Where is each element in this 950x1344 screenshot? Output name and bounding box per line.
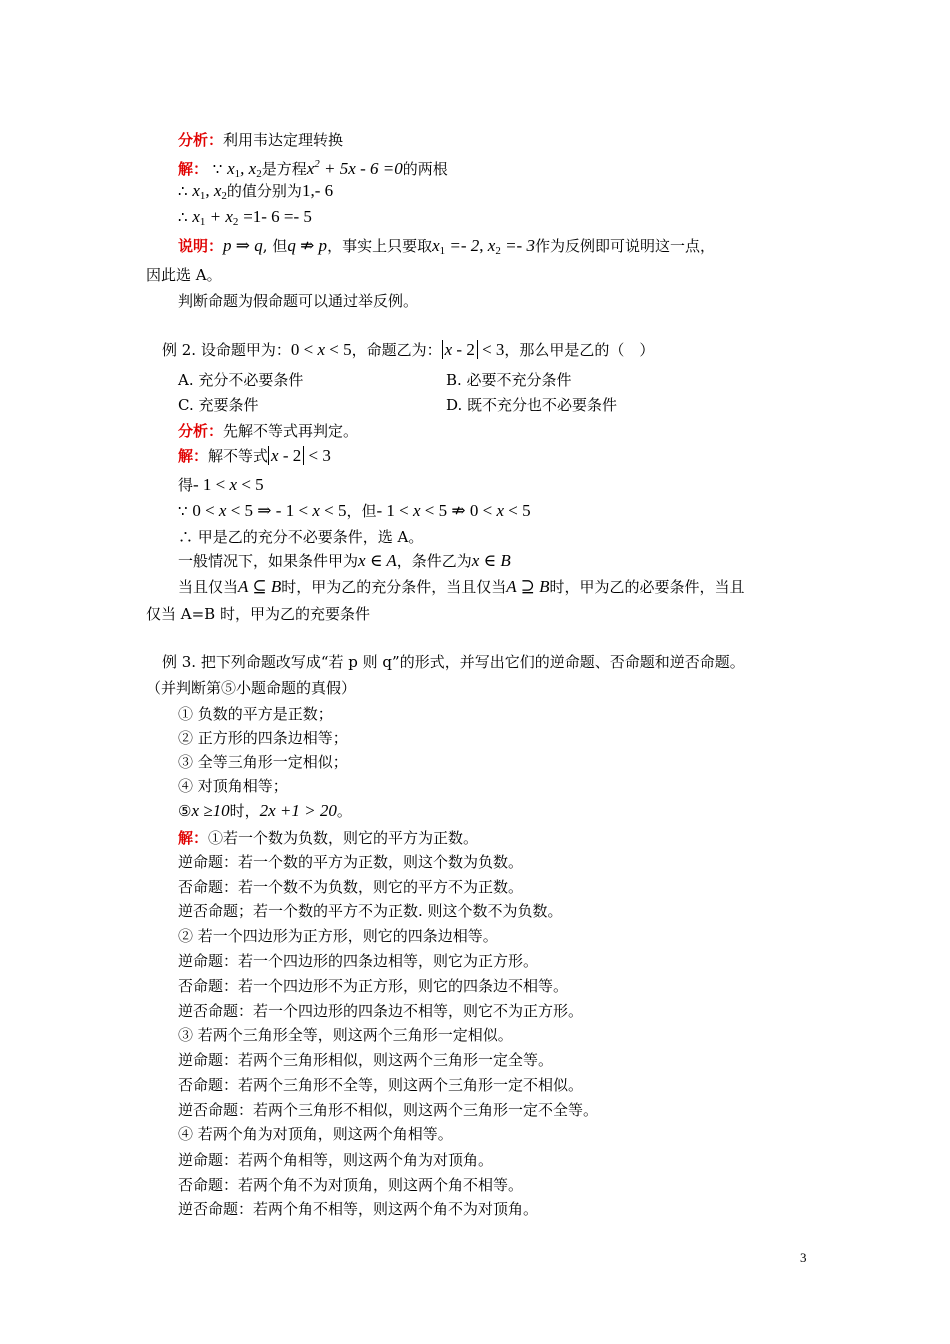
math-p-implies-q: p ⇒ q	[223, 236, 263, 255]
math-sum-result: =1- 6 =- 5	[243, 207, 312, 226]
ex2-solution-label: 解：	[178, 447, 209, 465]
choice-c: C. 充要条件	[178, 396, 259, 414]
ex3-item-2: ② 正方形的四条边相等；	[178, 729, 348, 747]
math-proposition-a: 0 < x < 5	[290, 340, 352, 359]
ex3-line: 否命题：若两个角不为对顶角，则这两个角不相等。	[178, 1176, 524, 1194]
ex2-iff-text-1: 当且仅当	[178, 578, 239, 596]
math-counterexample: $x_1 =- 2$	[432, 236, 480, 257]
ex3-line: 逆命题：若一个四边形的四条边相等，则它为正方形。	[178, 952, 539, 970]
ex2-result-line	[178, 475, 264, 495]
remark-text-2: ，事实上只要取	[327, 237, 433, 255]
analysis-line-1	[178, 130, 343, 150]
ex3-line: ② 若一个四边形为正方形，则它的四条边相等。	[178, 927, 498, 945]
ex2-analysis-label: 分析：	[178, 422, 224, 440]
choice-a: A. 充分不必要条件	[178, 371, 304, 389]
solution-line-3	[178, 207, 312, 232]
ex3-line: 否命题：若一个数不为负数，则它的平方不为正数。	[178, 878, 524, 896]
math-a-subset-b: A ⊆ B	[238, 577, 282, 596]
ex2-but: ，但	[346, 502, 377, 520]
ex3-line: ③ 若两个三角形全等，则这两个三角形一定相似。	[178, 1026, 513, 1044]
math-proposition-b: x - 2 < 3	[442, 340, 505, 359]
math-x-in-b: x ∈ B	[471, 551, 511, 570]
example-2-title	[162, 340, 654, 360]
ex3-line: 逆命题：若两个三角形相似，则这两个三角形一定全等。	[178, 1051, 554, 1069]
remark-text-3: 作为反例即可说明这一点，	[534, 237, 715, 255]
remark-label: 说明：	[178, 237, 224, 255]
ex2-analysis-text: 先解不等式再判定。	[223, 422, 359, 440]
math-x-in-a: x ∈ A	[358, 551, 397, 570]
ex2-iff-text-2: 时，甲为乙的充分条件，当且仅当	[281, 578, 507, 596]
math-result-range: - 1 < x < 5	[193, 475, 264, 494]
math-x-geq-10: x ≥10	[191, 801, 230, 820]
ex3-line: 否命题：若一个四边形不为正方形，则它的四条边不相等。	[178, 977, 569, 995]
solution-text-3: 的值分别为	[226, 182, 302, 200]
page-number: 3	[800, 1250, 807, 1265]
math-sum: $x_1 + x_2$	[192, 207, 239, 228]
example-3-subtitle: （并判断第⑤小题命题的真假）	[146, 679, 357, 697]
math-2x-plus-1: 2x +1 > 20	[259, 801, 337, 820]
solution-text-1: 是方程	[261, 160, 307, 178]
ex3-line: 逆命题：若两个角相等，则这两个角为对顶角。	[178, 1151, 494, 1169]
ex2-get: 得	[178, 476, 194, 494]
counterexample-note: 判断命题为假命题可以通过举反例。	[178, 292, 419, 310]
choice-d: D. 既不充分也不必要条件	[446, 396, 618, 414]
ex2-general-line	[178, 551, 511, 571]
since-symbol: ∵	[178, 502, 188, 520]
math-values: 1,- 6	[301, 181, 334, 200]
analysis-text: 利用韦达定理转换	[223, 131, 344, 149]
ex2-analysis-line	[178, 421, 358, 441]
ex3-line: 逆否命题：若一个四边形的四条边不相等，则它不为正方形。	[178, 1002, 584, 1020]
ex2-iff-text-3: 时，甲为乙的必要条件，当且	[549, 578, 745, 596]
math-equation: $x^2 + 5x - 6 =0$	[306, 158, 403, 178]
remark-text-1: , 但	[262, 237, 288, 255]
ex3-item-5-text-2: 。	[336, 802, 352, 820]
math-a-superset-b: A ⊇ B	[506, 577, 550, 596]
math-x1-x2: $x_1$, $x_2$	[192, 181, 227, 202]
example-2-text-3: ，那么甲是乙的（ ）	[504, 341, 655, 359]
example-2-text-1: 例 2. 设命题甲为：	[162, 341, 291, 359]
remark-line: 说明：p ⇒ q, 但q ⇏ p，事实上只要取$x_1 =- 2$, $x_2 =- 3$作为反例即可说明这一点，	[178, 236, 715, 257]
ex3-item-5-num: ⑤	[178, 802, 192, 820]
solution-line-1	[178, 154, 448, 184]
ex3-solution-line	[178, 828, 478, 848]
solution-line-2	[178, 181, 333, 206]
since-symbol: ∵	[212, 160, 223, 178]
ex2-solution-text: 解不等式	[208, 447, 269, 465]
math-implication: 0 < x < 5 ⇒ - 1 < x < 5	[192, 501, 347, 520]
solution-text-2: 的两根	[402, 160, 448, 178]
therefore-symbol: ∴	[178, 182, 188, 200]
example-2-text-2: ，命题乙为：	[351, 341, 442, 359]
ex2-iff-line	[178, 577, 744, 597]
analysis-label: 分析：	[178, 131, 224, 149]
ex3-item-5-text-1: 时，	[229, 802, 260, 820]
ex2-general-text-1: 一般情况下，如果条件甲为	[178, 552, 359, 570]
math-inequality: x - 2 < 3	[268, 446, 331, 465]
ex2-since-line	[178, 501, 531, 521]
remark-conclusion: 因此选 A。	[146, 266, 222, 284]
ex2-conclusion: ∴ 甲是乙的充分不必要条件，选 A。	[178, 528, 424, 546]
ex3-item-1: ① 负数的平方是正数；	[178, 705, 333, 723]
math-q-not-implies-p: q ⇏ p	[287, 236, 328, 255]
solution-label: 解：	[178, 160, 209, 178]
math-non-implication: - 1 < x < 5 ⇏ 0 < x < 5	[376, 501, 531, 520]
ex3-line: ④ 若两个角为对顶角，则这两个角相等。	[178, 1125, 453, 1143]
example-3-title: 例 3. 把下列命题改写成“若 p 则 q”的形式，并写出它们的逆命题、否命题和逆否命题。	[162, 653, 745, 671]
ex2-iff-line-2: 仅当 A=B 时，甲为乙的充要条件	[146, 605, 370, 623]
ex3-solution-first: ①若一个数为负数，则它的平方为正数。	[208, 829, 479, 847]
ex3-line: 否命题：若两个三角形不全等，则这两个三角形一定不相似。	[178, 1076, 584, 1094]
ex3-item-5	[178, 801, 352, 821]
ex2-general-text-2: ，条件乙为	[396, 552, 472, 570]
ex3-solution-label: 解：	[178, 829, 209, 847]
ex3-line: 逆否命题；若一个数的平方不为正数. 则这个数不为负数。	[178, 902, 563, 920]
ex3-item-3: ③ 全等三角形一定相似；	[178, 753, 348, 771]
ex3-line: 逆命题：若一个数的平方为正数，则这个数为负数。	[178, 853, 524, 871]
ex3-item-4: ④ 对顶角相等；	[178, 777, 288, 795]
ex3-line: 逆否命题：若两个角不相等，则这两个角不为对顶角。	[178, 1200, 539, 1218]
therefore-symbol: ∴	[178, 208, 188, 226]
choice-b: B. 必要不充分条件	[446, 371, 572, 389]
ex2-solution-line	[178, 446, 331, 466]
ex3-line: 逆否命题：若两个三角形不相似，则这两个三角形一定不全等。	[178, 1101, 599, 1119]
math-x1-x2: $x_1$, $x_2$	[227, 159, 262, 180]
